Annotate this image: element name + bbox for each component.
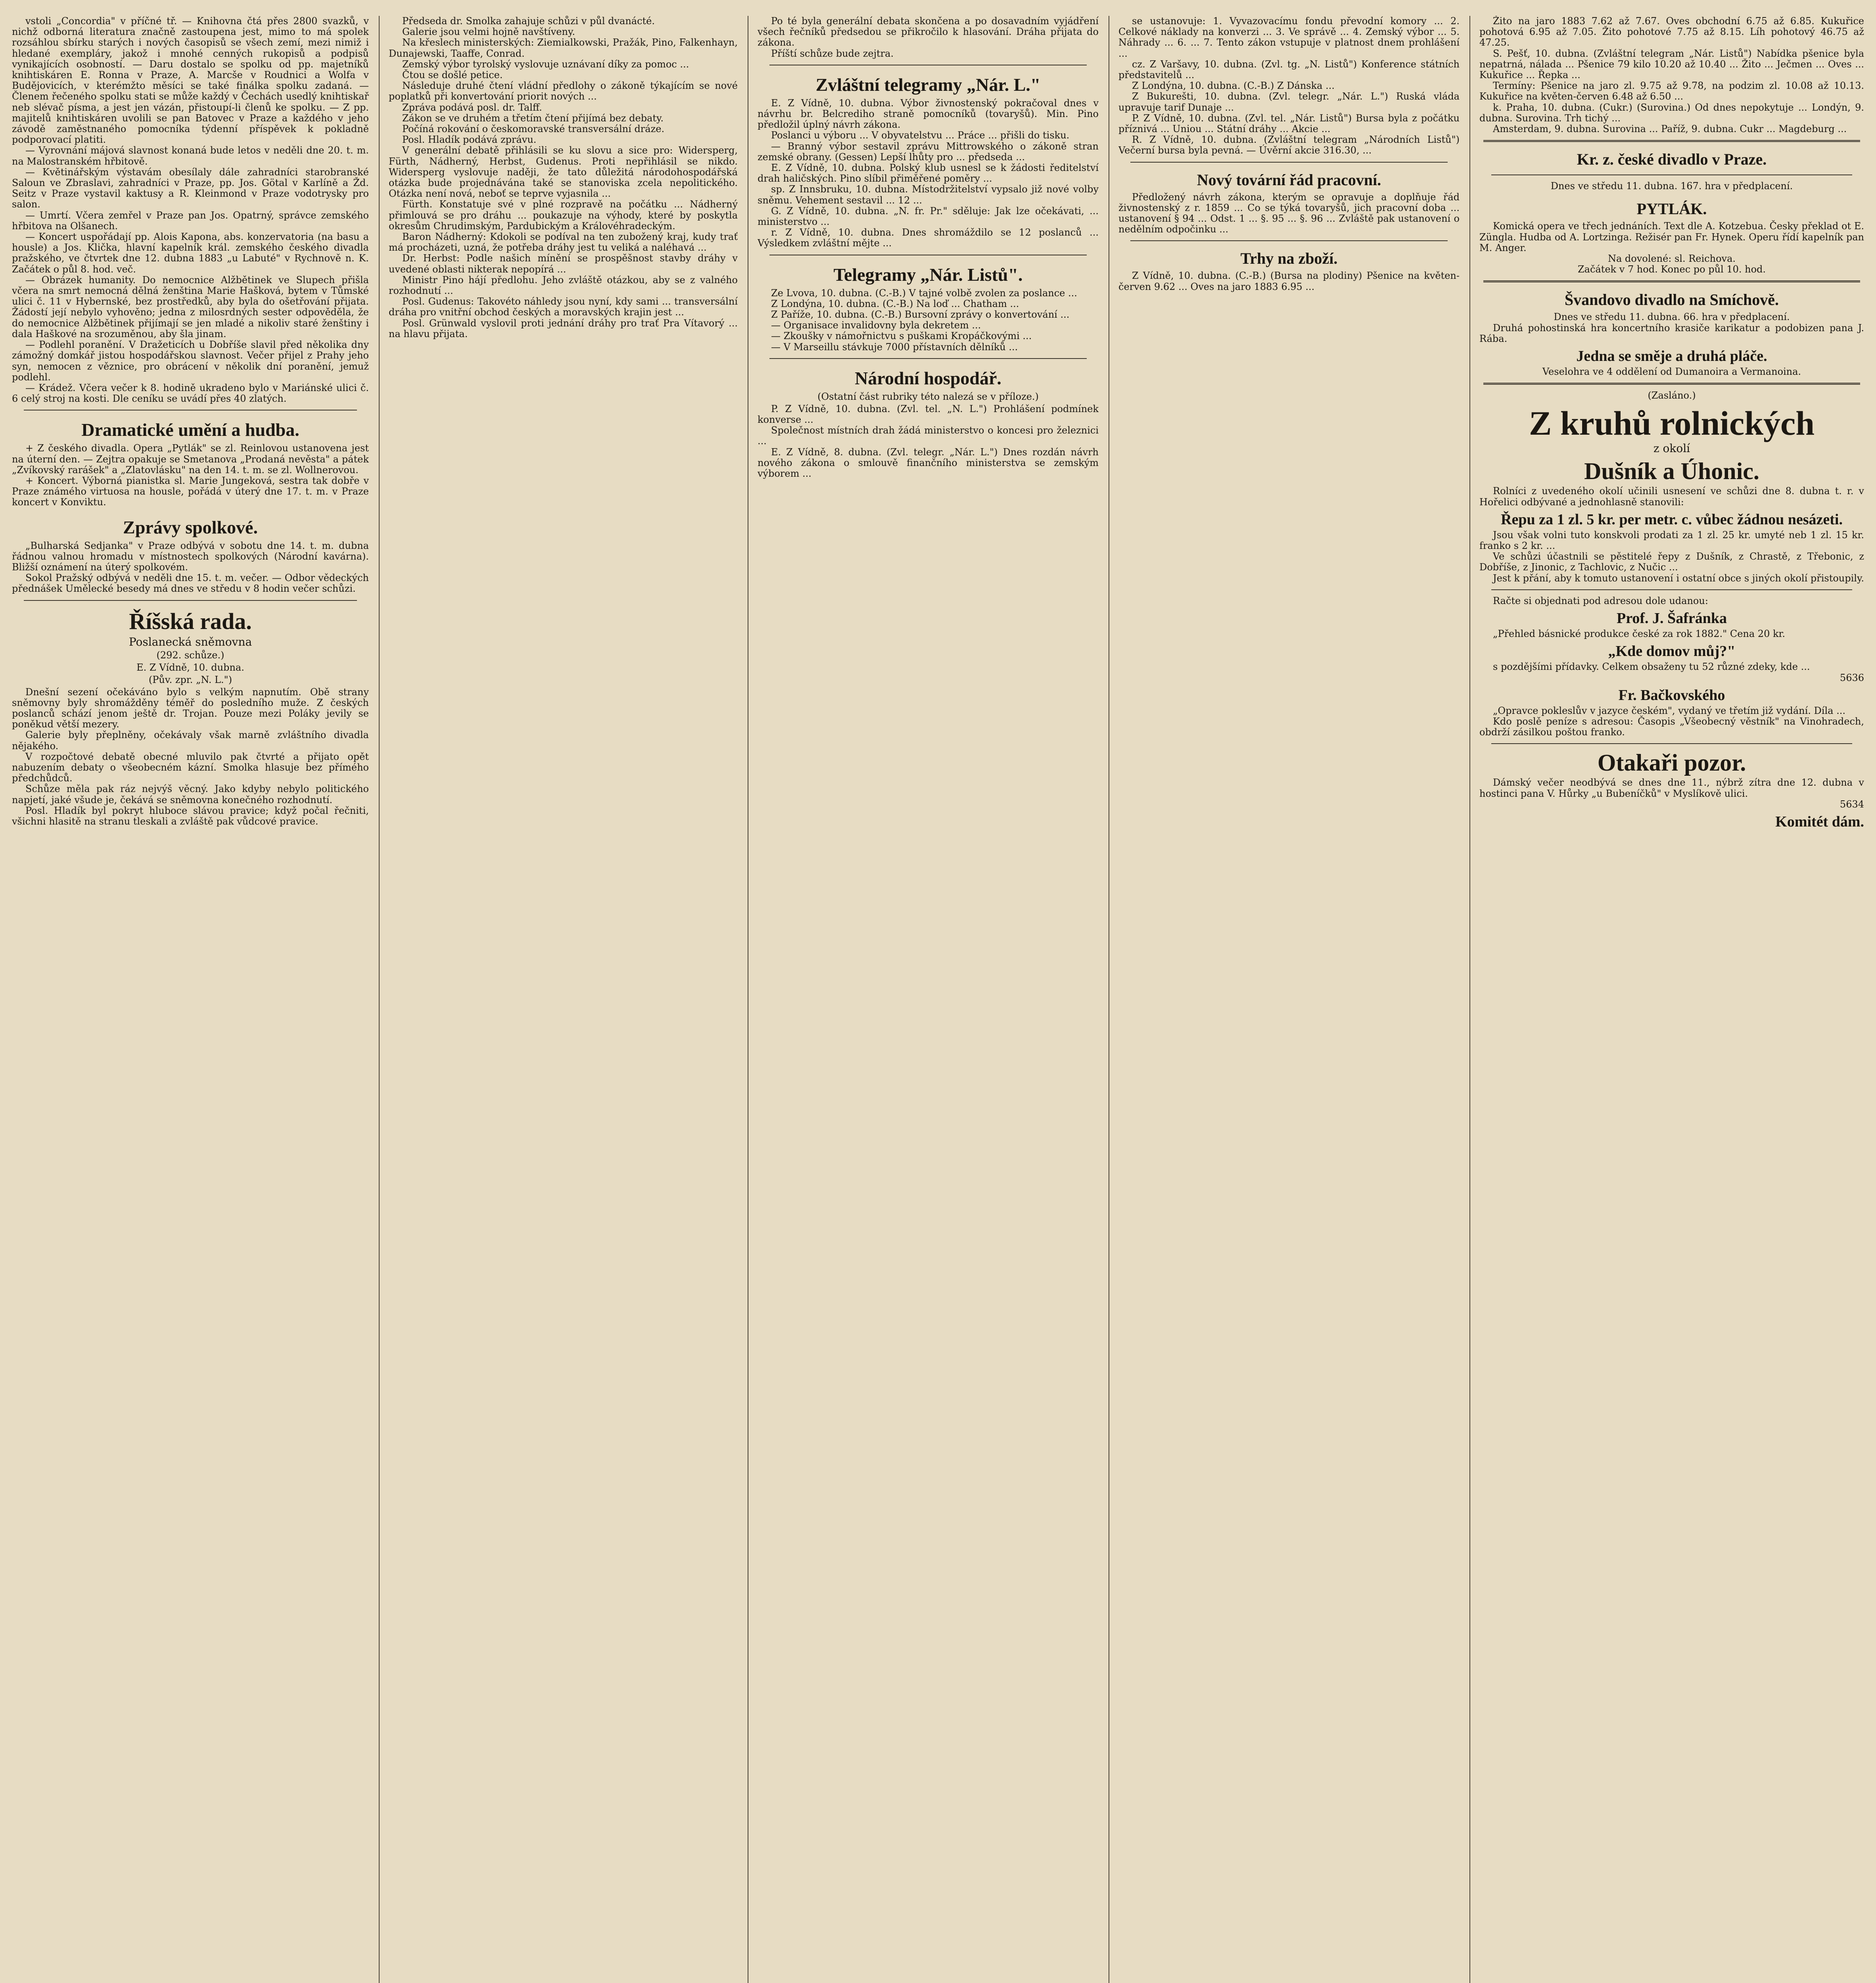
paragraph: Posl. Gudenus: Takovéto náhledy jsou nyní, kdy sami ... transversální dráha pro vnitřní obchod českých a moravských krajin jest ... [389,296,738,318]
ad-id: 5636 [1840,672,1864,683]
paragraph: Amsterdam, 9. dubna. Surovina ... Paříž, 9. dubna. Cukr ... Magdeburg ... [1493,123,1847,135]
paragraph: Galerie byly přeplněny, očekávaly však marně zvláštního divadla nějakého. [12,729,369,752]
divider [769,358,1087,359]
ad-headline: Z kruhů rolnických [1529,404,1815,443]
performance-date: Dnes ve středu 11. dubna. 66. hra v předplacení. [1554,311,1790,323]
ad-headline: Otakaři pozor. [1597,750,1746,776]
paragraph: + Z českého divadla. Opera „Pytlák" se zl. Reinlovou ustanovena jest na úterní den. — Zejtra opakuje se Smetanova „Prodaná nevěsta" a pátek „Zvíkovský rarášek" a „Zlatovlásku" na den 14. t. m. se zl. Wollnerovou. [12,443,369,476]
section-heading: Říšská rada. [129,608,252,634]
divider [1130,240,1448,241]
ad-text: s pozdějšími přídavky. Celkem obsaženy tu 52 různé zdeky, kde ... [1493,661,1810,673]
play-subtitle: Veselohra ve 4 oddělení od Dumanoira a Vermanoina. [1542,366,1801,378]
paragraph: — Obrázek humanity. Do nemocnice Alžbětinek ve Slupech přišla včera na smrt nemocná dělná ženština Marie Hašková, bytem v Tůmské ulici č. 11 v Hybernské, bez prostředků, aby byla do ošetřování přijata. Žádostí její nebylo vyhověno; jedna z milosrdných sester odpověděla, že do nemocnice Alžbětinek přijímají se jen mladé a nikoliv staré ženštiny i dala Haškové na srozuměnou, aby šla jinam. [12,274,369,339]
paragraph: k. Praha, 10. dubna. (Cukr.) (Surovina.) Od dnes nepokytuje ... Londýn, 9. dubna. Surovina. Trh tichý ... [1479,102,1864,124]
paragraph: Posl. Hladík podává zprávu. [402,134,537,146]
divider [1491,743,1852,744]
paragraph: Sokol Pražský odbývá v neděli dne 15. t. m. večer. — Odbor vědeckých přednášek Umělecké besedy má dnes ve středu v 8 hodin večer schůzi. [12,572,369,595]
paragraph: — Umrtí. Včera zemřel v Praze pan Jos. Opatrný, správce zemského hřbitova na Olšanech. [12,209,369,232]
cast-note: Na dovolené: sl. Reichova. [1607,253,1736,265]
performance-date: Dnes ve středu 11. dubna. 167. hra v předplacení. [1550,180,1793,192]
divider [1491,589,1852,590]
paragraph: + Koncert. Výborná pianistka sl. Marie Jungeková, sestra tak dobře v Praze známého virtuosa na housle, pořádá v úterý dne 17. t. m. v Praze koncert v Konviktu. [12,475,369,508]
section-heading: Telegramy „Nár. Listů". [833,264,1023,285]
dateline: E. Z Vídně, 10. dubna. [136,662,244,673]
paragraph: Společnost místních drah žádá ministerstvo o koncesi pro železnici ... [758,425,1099,447]
paragraph: — Zkoušky v námořnictvu s puškami Kropáčkovými ... [771,330,1032,342]
paragraph: E. Z Vídně, 8. dubna. (Zvl. telegr. „Nár. L.") Dnes rozdán návrh nového zákona o smlouvě finančního ministerstva se zemským výborem ... [758,446,1099,479]
paragraph: Z Londýna, 10. dubna. (C.-B.) Na loď ... Chatham ... [771,298,1019,309]
column-4 [1118,16,1460,1983]
ad-text: „Přehled básnické produkce české za rok 1882." Cena 20 kr. [1493,628,1785,640]
paragraph: Žito na jaro 1883 7.62 až 7.67. Oves obchodní 6.75 až 6.85. Kukuřice pohotová 6.95 až 7.05. Žito pohotové 7.75 až 8.15. Líh pohotový 46.75 až 47.25. [1479,16,1864,48]
paragraph: Z Vídně, 10. dubna. (C.-B.) (Bursa na plodiny) Pšenice na květen-červen 9.62 ... Oves na jaro 1883 6.95 ... [1118,270,1460,292]
paragraph: Schůze měla pak ráz nejvýš věcný. Jako kdyby nebylo politického napjetí, jaké všude je, čekává se sněmovna konečného rozhodnutí. [12,783,369,805]
play-title: Jedna se směje a druhá pláče. [1576,348,1767,365]
paragraph: Termíny: Pšenice na jaro zl. 9.75 až 9.78, na podzim zl. 10.08 až 10.13. Kukuřice na květen-červen 6.48 až 6.50 ... [1479,80,1864,102]
paragraph: — Květinářským výstavám obesílaly dále zahradníci starobranské Saloun ve Zbraslavi, zahradníci v Praze, pp. Jos. Götal v Karlíně a Žd. Seitz v Praze vystavil kaktusy a R. Kleinmond v Praze vodotrysky pro salon. [12,166,369,210]
ad-text: Jest k přání, aby k tomuto ustanovení i ostatní obce s jiných okolí přistoupily. [1493,572,1864,584]
paragraph: Dr. Herbst: Podle našich mínění se prospěšnost stavby dráhy v uvedené oblasti nikterak nepopírá ... [389,253,738,275]
paragraph: — Vyrovnání májová slavnost konaná bude letos v neděli dne 20. t. m. na Malostranském hřbitově. [12,145,369,167]
divider [24,600,357,601]
divider [1483,383,1860,385]
column-1 [12,16,369,1983]
performance-times: Začátek v 7 hod. Konec po půl 10. hod. [1577,264,1766,275]
ad-text: Dámský večer neodbývá se dnes dne 11., nýbrž zítra dne 12. dubna v hostinci pana V. Hůrky „u Bubeníčků" v Myslíkově ulici. [1479,777,1864,799]
ad-text: Rolníci z uvedeného okolí učinili usnesení ve schůzi dne 8. dubna t. r. v Hořelici odbývané a jednohlasně stanovili: [1479,485,1864,508]
ad-id: 5634 [1840,798,1864,810]
section-heading: Zprávy spolkové. [123,517,258,537]
paragraph: „Bulharská Sedjanka" v Praze odbývá v sobotu dne 14. t. m. dubna řádnou valnou hromadu v místnostech spolkových (Národní kavárna). Bližší oznámení na úterý spolkovém. [12,540,369,573]
paragraph: Poslanci u výboru ... V obyvatelstvu ... Práce ... přišli do tisku. [771,130,1070,141]
paragraph: Posl. Hladík byl pokryt hluboce slávou pravice; když počal řečniti, všichni hlasitě na stranu tleskali a zvláště pak vůdcové pravice. [12,805,369,827]
divider [1483,280,1860,282]
column-rule [379,16,380,1983]
paragraph: Předložený návrh zákona, kterým se opravuje a doplňuje řád živnostenský z r. 1859 ... Co se týká tovaryšů, jich pracovní doba ... ustanovení § 94 ... Odst. 1 ... §. 95 ... §. 96 ... Zvláště pak ustanovení o nedělním odpočinku ... [1118,191,1460,235]
section-heading: Trhy na zboží. [1240,249,1338,268]
paragraph: Na křeslech ministerských: Ziemialkowski, Pražák, Pino, Falkenhayn, Dunajewski, Taaffe, Conrad. [389,37,738,59]
ad-signature: Komitét dám. [1775,813,1864,830]
paragraph: Fürth. Konstatuje své v plné rozpravě na počátku ... Nádherný přimlouvá se pro dráhu ... poukazuje na výhody, které by poskytla okresům Chrudimským, Pardubickým a Královéhradeckým. [389,199,738,232]
theatre-heading: Kr. z. české divadlo v Praze. [1577,150,1767,169]
paragraph: G. Z Vídně, 10. dubna. „N. fr. Pr." sděluje: Jak lze očekávati, ... ministerstvo ... [758,205,1099,228]
paragraph: cz. Z Varšavy, 10. dubna. (Zvl. tg. „N. Listů") Konference státních představitelů ... [1118,58,1460,81]
theatre-heading: Švandovo divadlo na Smíchově. [1564,291,1779,309]
column-3 [758,16,1099,1983]
paragraph: Dnešní sezení očekáváno bylo s velkým napnutím. Obě strany sněmovny byly shromážděny téměř do posledního muže. Z českých poslanců schází jenom ještě dr. Trojan. Pouze mezi Poláky jevily se poněkud větší mezery. [12,686,369,730]
paragraph: S. Pešť, 10. dubna. (Zvláštní telegram „Nár. Listů") Nabídka pšenice byla nepatrná, nálada ... Pšenice 79 kilo 10.20 až 10.40 ... Žito ... Ječmen ... Oves ... Kukuřice ... Řepka ... [1479,48,1864,81]
ad-text: Račte si objednati pod adresou dole udanou: [1493,595,1708,606]
ad-text: Kdo poslě peníze s adresou: Časopis „Všeobecný věstník" na Vinohradech, obdrží zásilkou poštou franko. [1479,715,1864,738]
play-description: Druhá pohostinská hra koncertního krasiče karikatur a podobizen pana J. Rába. [1479,322,1864,344]
paragraph: Zemský výbor tyrolský vyslovuje uznávaní díky za pomoc ... [402,58,689,70]
ad-name: Fr. Bačkovského [1618,687,1725,704]
ad-text: „Opravce pokleslův v jazyce českém", vydaný ve třetím již vydání. Díla ... [1493,705,1845,716]
paragraph: Z Bukurešti, 10. dubna. (Zvl. telegr. „Nár. L.") Ruská vláda upravuje tarif Dunaje ... [1118,91,1460,113]
paragraph: vstoli „Concordia" v příčné tř. — Knihovna čtá přes 2800 svazků, v nichž odborná literatura značně zastoupena jest, mimo to má spolek rozsáhlou sbírku starých i nových časopisů se všech zemí, mezi nimiž i hledané exempláry, jakož i mnohé cenných rukopisů a podpisů vynikajících osobností. — Daru dostalo se spolku od pp. majetníků knihtiskáren E. Ronna v Praze, A. Marcše v Roudnici a Wolfa v Budějovicích, v kterémžto měsíci se také finálka spolku zadaná. — Členem řečeného spolku stati se může každý v Čechách usedlý knihtiskař neb slévač písma, a jest jen vázán, přistoupí-li členů ke spolku. — Z pp. majitelů knihtiskáren uvolili se pan Batovec v Praze a každého v jeho závodě zaměstnaného pomocníka týdenní příspěvek k pokladně podporovací platiti. [12,16,369,146]
paragraph: — Podlehl poranění. V Dražeticích u Dobříše slavil před několika dny zámožný domkář jistou hospodářskou slavnost. Večer přijel z Prahy jeho syn, nemocen z věznice, pro obrácení v několik dní poranění, jemuž podlehl. [12,339,369,383]
paragraph: Ministr Pino hájí předlohu. Jeho zvláště otázkou, aby se z valného rozhodnutí ... [389,274,738,297]
play-description: Komická opera ve třech jednáních. Text dle A. Kotzebua. Česky překlad ot E. Züngla. Hudba od A. Lortzinga. Režisér pan Fr. Hynek. Operu řídí kapelník pan M. Anger. [1479,221,1864,253]
paragraph: Posl. Grünwald vyslovil proti jednání dráhy pro trať Pra Vítavorý ... na hlavu přijata. [389,317,738,339]
paragraph: Z Londýna, 10. dubna. (C.-B.) Z Dánska ... [1132,80,1335,92]
paragraph: Z Paříže, 10. dubna. (C.-B.) Bursovní zprávy o konvertování ... [771,309,1070,320]
paragraph: V generální debatě přihlásili se ku slovu a sice pro: Widersperg, Fürth, Nádherný, Herbst, Gudenus. Proti nepřihlásil se nikdo. Widersperg vyslovuje naději, že tato důležitá národohospodářská otázka bude projednávána také se stanoviska zcela nepolitického. Otázka není nová, neboť se teprve vyjasnila ... [389,145,738,199]
paragraph: — Organisace invalidovny byla dekretem ... [771,320,981,331]
paragraph: Baron Nádherný: Kdokoli se podíval na ten zubožený kraj, kudy trať má procházeti, uzná, že potřeba dráhy jest tu veliká a naléhavá ... [389,231,738,253]
paragraph: Počíná rokování o českomoravské transversální dráze. [402,123,665,135]
ad-text: Ve schůzi účastnili se pěstitelé řepy z Dušník, z Chrastě, z Třebonic, z Dobříše, z Jinonic, z Tachlovic, z Nučic ... [1479,551,1864,573]
paragraph: V rozpočtové debatě obecné mluvilo pak čtvrté a přijato opět nabuzením debaty o všeobecném kázní. Smolka hlasuje bez přímého předchůdců. [12,751,369,784]
paragraph: — Branný výbor sestavil zprávu Mittrowského o zákoně stran zemské obrany. (Gessen) Lepší lhůty pro ... předseda ... [758,140,1099,163]
section-note: (Ostatní část rubriky této nalezá se v příloze.) [817,391,1039,402]
paragraph: E. Z Vídně, 10. dubna. Výbor živnostenský pokračoval dnes v návrhu br. Belcrediho straně pomocníků (tovaryšů). Min. Pino předložil úplný návrh zákona. [758,97,1099,130]
section-heading: Nový tovární řád pracovní. [1197,171,1381,189]
ad-subline: z okolí [1653,442,1690,455]
sent-in-label: (Zasláno.) [1648,390,1696,401]
section-heading: Dramatické umění a hudba. [81,420,299,440]
column-2 [389,16,738,1983]
divider [1483,140,1860,142]
paragraph: P. Z Vídně, 10. dubna. (Zvl. tel. „Nár. Listů") Bursa byla z počátku příznivá ... Uniou ... Státní dráhy ... Akcie ... [1118,112,1460,135]
subheading: Poslanecká sněmovna [129,635,252,648]
paragraph: r. Z Vídně, 10. dubna. Dnes shromáždilo se 12 poslanců ... Výsledkem zvláštní mějte ... [758,227,1099,249]
section-heading: Zvláštní telegramy „Nár. L." [815,74,1041,95]
paragraph: P. Z Vídně, 10. dubna. (Zvl. tel. „N. L.") Prohlášení podmínek konverse ... [758,403,1099,426]
ad-text: Jsou však volni tuto konskvoli prodati za 1 zl. 25 kr. umyté neb 1 zl. 15 kr. franko s 2 kr. ... [1479,529,1864,552]
column-rule [1469,16,1470,1983]
paragraph: Příští schůze bude zejtra. [771,48,894,59]
divider [1130,162,1448,163]
paragraph: Ze Lvova, 10. dubna. (C.-B.) V tajné volbě zvolen za poslance ... [771,287,1077,299]
paragraph: Zpráva podává posl. dr. Talff. [402,102,542,113]
source-tag: (Pův. zpr. „N. L.") [148,674,232,685]
paragraph: Předseda dr. Smolka zahajuje schůzi v půl dvanácté. [402,16,655,27]
section-heading: Národní hospodář. [855,368,1001,388]
paragraph: se ustanovuje: 1. Vyvazovacímu fondu převodní komory ... 2. Celkové náklady na konverzi ... 3. Ve správě ... 4. Zemský výbor ... 5. Náhrady ... 6. ... 7. Tento zákon vstupuje v platnost dnem prohlášení ... [1118,16,1460,59]
paragraph: Čtou se došlé petice. [402,69,503,81]
paragraph: — V Marseillu stávkuje 7000 přístavních dělníků ... [771,341,1018,353]
paragraph: Následuje druhé čtení vládní předlohy o zákoně týkajícím se nové poplatků při konvertování priorit nových ... [389,80,738,102]
paragraph: Po té byla generální debata skončena a po dosavadním vyjádření všech řečníků předsedou se přikročilo k hlasování. Dráha přijata do zákona. [758,16,1099,48]
paragraph: — Krádež. Včera večer k 8. hodině ukradeno bylo v Mariánské ulici č. 6 celý stroj na kosti. Dle ceníku se uvádí přes 40 zlatých. [12,382,369,405]
paragraph: E. Z Vídně, 10. dubna. Polský klub usnesl se k žádosti ředitelství drah haličských. Pino slíbil přiměřené poměry ... [758,162,1099,184]
paragraph: — Koncert uspořádají pp. Alois Kapona, abs. konzervatoria (na basu a housle) a Jos. Klička, hlavní kapelník král. zemského českého divadla pražského, ve čtvrtek dne 12. dubna 1883 „u Labuté" v Rychnově n. K. Začátek o půl 8. hod. več. [12,231,369,275]
paragraph: sp. Z Innsbruku, 10. dubna. Místodržitelství vypsalo již nové volby sněmu. Vehement sestavil ... 12 ... [758,184,1099,206]
column-5 [1479,16,1864,1983]
session-number: (292. schůze.) [156,649,224,661]
ad-headline: Dušník a Úhonic. [1584,458,1759,485]
paragraph: R. Z Vídně, 10. dubna. (Zvláštní telegram „Národních Listů") Večerní bursa byla pevná. — Úvěrní akcie 316.30, ... [1118,134,1460,156]
paragraph: Zákon se ve druhém a třetím čtení přijímá bez debaty. [402,112,664,124]
ad-name: Prof. J. Šafránka [1617,610,1727,627]
ad-title: „Kde domov můj?" [1608,643,1736,660]
play-title: PYTLÁK. [1636,200,1707,218]
ad-bold: Řepu za 1 zl. 5 kr. per metr. c. vůbec žádnou nesázeti. [1501,511,1843,528]
paragraph: Galerie jsou velmi hojně navštíveny. [402,26,575,38]
